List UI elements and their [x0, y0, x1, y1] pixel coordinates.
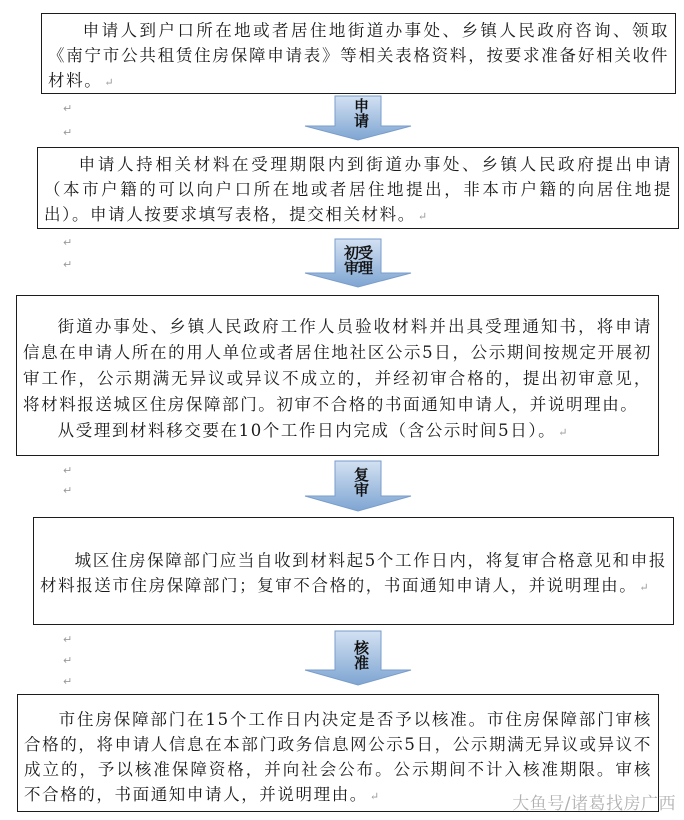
- step-3-text: 街道办事处、乡镇人民政府工作人员验收材料并出具受理通知书，将申请信息在申请人所在的用人单位或者居住地社区公示5日，公示期间按规定开展初审工作，公示期满无异议或异议不成立的，并经初审合格的，提出初审意见，将材料报送城区住房保障部门。初审不合格的书面通知申请人，并说明理由。: [23, 317, 652, 414]
- paragraph-mark: ↵: [63, 102, 73, 115]
- step-2-text: 申请人持相关材料在受理期限内到街道办事处、乡镇人民政府提出申请（本市户籍的可以向户口所在地或者居住地提出，非本市户籍的向居住地提出）。申请人按要求填写表格，提交相关材料。: [44, 155, 672, 224]
- watermark: 大鱼号/诸葛找房广西: [512, 794, 676, 814]
- paragraph-mark: ↵: [63, 236, 73, 249]
- paragraph-mark: ↵: [639, 581, 649, 594]
- step-1-text: 申请人到户口所在地或者居住地街道办事处、乡镇人民政府咨询、领取《南宁市公共租赁住房保障申请表》等相关表格资料，按要求准备好相关收件材料。: [48, 21, 669, 90]
- arrow-apply: [303, 95, 413, 141]
- step-4-text: 城区住房保障部门应当自收到材料起5个工作日内，将复审合格意见和申报材料报送市住房保障部门；复审不合格的，书面通知申请人，并说明理由。: [40, 551, 667, 595]
- arrow-re-review: [303, 460, 413, 506]
- paragraph-mark: ↵: [63, 633, 73, 646]
- arrow-label: 核准: [352, 640, 370, 670]
- arrow-label: 复审: [352, 467, 370, 497]
- step-3-box: [16, 295, 659, 456]
- arrow-label: 申请: [352, 98, 370, 128]
- paragraph-mark: ↵: [417, 210, 428, 223]
- arrow-label-top: 初受: [343, 244, 372, 262]
- paragraph-mark: ↵: [63, 464, 73, 477]
- paragraph-mark: ↵: [63, 126, 73, 139]
- step-1-box: [41, 13, 676, 94]
- paragraph-mark: ↵: [369, 790, 380, 803]
- arrow-initial-review: [303, 238, 413, 284]
- paragraph-mark: ↵: [63, 654, 73, 667]
- paragraph-mark: ↵: [63, 258, 73, 271]
- paragraph-mark: ↵: [63, 675, 73, 688]
- step-2-box: [37, 147, 679, 229]
- arrow-label-bottom: 审理: [343, 259, 372, 277]
- step-3-text-2: 从受理到材料移交要在10个工作日内完成（含公示时间5日）。: [57, 421, 557, 440]
- step-5-text: 市住房保障部门在15个工作日内决定是否予以核准。市住房保障部门审核合格的，将申请人信息在本部门政务信息网公示5日，公示期满无异议或异议不成立的，予以核准保障资格，并向社会公布。公示期间不计入核准期限。审核不合格的，书面通知申请人，并说明理由。: [24, 710, 652, 804]
- arrow-label: [334, 246, 382, 276]
- step-4-box: [33, 517, 674, 625]
- paragraph-mark: ↵: [63, 484, 73, 497]
- paragraph-mark: ↵: [558, 426, 568, 439]
- paragraph-mark: ↵: [104, 76, 114, 89]
- arrow-approval: [303, 630, 413, 676]
